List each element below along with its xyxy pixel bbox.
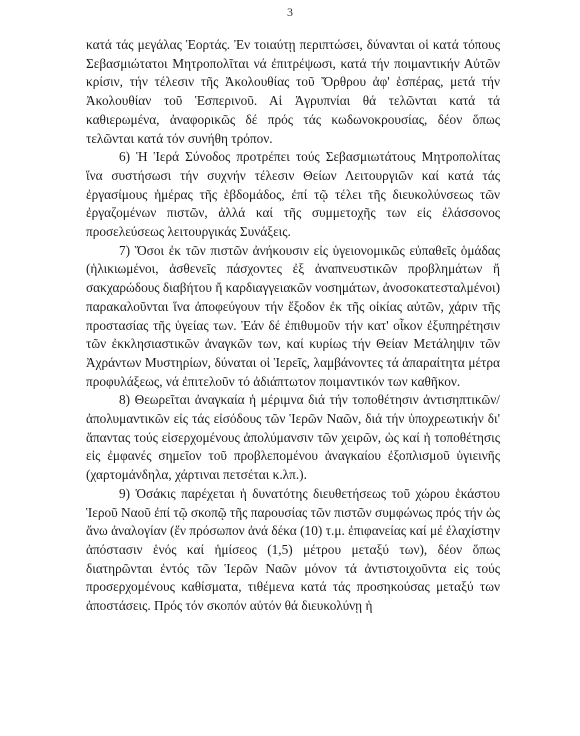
paragraph-item-6: 6) Ἡ Ἱερά Σύνοδος προτρέπει τούς Σεβασμιωτάτους Μητροπολίτας ἵνα συστήσωσι τήν συχνήν τέλεσιν Θείων Λειτουργιῶν καί κατά τάς ἐργασίμους ἡμέρας τῆς ἑβδομάδος, ἐπί τῷ τέλει τῆς διευκολύνσεως τῶν ἐργαζομένων πιστῶν, ἀλλά καί τῆς συμμετοχῆς των εἰς ἐλάσσονος προσελεύσεως λειτουργικάς Συνάξεις. bbox=[86, 149, 500, 240]
paragraph-item-9: 9) Ὁσάκις παρέχεται ἡ δυνατότης διευθετήσεως τοῦ χώρου ἑκάστου Ἱεροῦ Ναοῦ ἐπί τῷ σκοπῷ τῆς παρουσίας τῶν πιστῶν συμφώνως πρός τήν ὡς ἄνω ἀναλογίαν (ἕν πρόσωπον ἀνά δέκα (10) τ.μ. ἐπιφανείας καί μέ ἐλαχίστην ἀπόστασιν ἑνός καί ἡμίσεος (1,5) μέτρου μεταξύ των), δέον ὅπως διατηρῶνται ἐντός τῶν Ἱερῶν Ναῶν μόνον τά ἀντιστοιχοῦντα εἰς τούς προσερχομένους καθίσματα, τιθέμενα κατά τάς προσηκούσας μεταξύ των ἀποστάσεις. Πρός τόν σκοπόν αὐτόν θά διευκολύνῃ ἡ bbox=[86, 485, 500, 614]
page-number: 3 bbox=[287, 5, 293, 19]
paragraph-item-7: 7) Ὅσοι ἐκ τῶν πιστῶν ἀνήκουσιν εἰς ὑγειονομικῶς εὐπαθεῖς ὁμάδας (ἡλικιωμένοι, ἀσθενεῖς πάσχοντες ἐξ ἀναπνευστικῶν προβλημάτων ἤ σακχαρώδους διαβήτου ἤ καρδιαγγειακῶν νοσημάτων, ἀνοσοκατεσταλμένοι) παρακαλοῦνται ἵνα ἀποφεύγουν τήν ἔξοδον ἐκ τῆς οἰκίας αὐτῶν, χάριν τῆς προστασίας τῆς ὑγείας των. Ἐάν δέ ἐπιθυμοῦν τήν κατ' οἶκον ἐξυπηρέτησιν τῶν ἐκκλησιαστικῶν ἀναγκῶν των, καί κυρίως τήν Θείαν Μετάληψιν τῶν Ἀχράντων Μυστηρίων, δύναται οἱ Ἱερεῖς, λαμβάνοντες τά ἀπαραίτητα μέτρα προφυλάξεως, νά ἐπιτελοῦν τό ἀδιάπτωτον ποιμαντικόν των καθῆκον. bbox=[86, 242, 500, 389]
paragraph-item-8: 8) Θεωρεῖται ἀναγκαία ἡ μέριμνα διά τήν τοποθέτησιν ἀντισηπτικῶν/ἀπολυμαντικῶν εἰς τάς εἰσόδους τῶν Ἱερῶν Ναῶν, διά τήν ὑποχρεωτικήν δι' ἅπαντας τούς εἰσερχομένους ἀπολύμανσιν τῶν χειρῶν, ὡς καί ἡ τοποθέτησις εἰς ἐμφανές σημεῖον τοῦ προβλεπομένου ἀναγκαίου ἐξοπλισμοῦ ὑγιεινῆς (χαρτομάνδηλα, χάρτιναι πετσέται κ.λπ.). bbox=[86, 392, 500, 483]
document-body bbox=[86, 36, 500, 616]
paragraph-continuation: κατά τάς μεγάλας Ἑορτάς. Ἐν τοιαύτῃ περιπτώσει, δύνανται οἱ κατά τόπους Σεβασμιώτατοι Μητροπολῖται νά ἐπιτρέψωσι, κατά τήν ποιμαντικήν Αὐτῶν κρίσιν, τήν τέλεσιν τῆς Ἀκολουθίας τοῦ Ὄρθρου ἀφ' ἑσπέρας, μετά τήν Ἀκολουθίαν τοῦ Ἑσπερινοῦ. Αἱ Ἀγρυπνίαι θά τελῶνται κατά τά καθιερωμένα, ἀναφορικῶς δέ πρός τάς κωδωνοκρουσίας, δέον ὅπως τελῶνται κατά τόν συνήθη τρόπον. bbox=[86, 37, 500, 146]
